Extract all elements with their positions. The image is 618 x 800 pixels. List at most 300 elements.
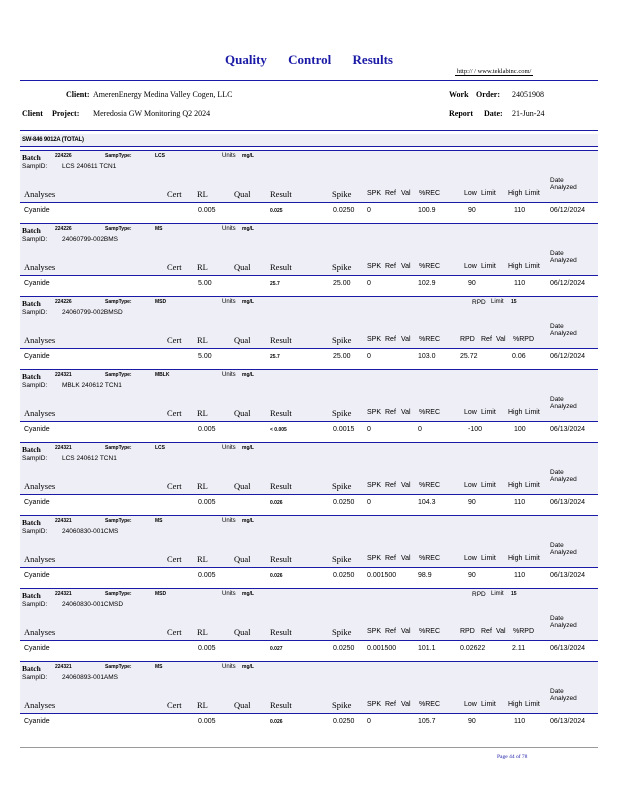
spike-value: 25.00 (333, 280, 351, 287)
batch-rule (20, 494, 598, 495)
col-rec: %REC (419, 336, 441, 343)
spkref-value: 0.001500 (367, 645, 397, 652)
col-rec: %REC (419, 263, 441, 270)
col-spk: SPK (367, 628, 382, 635)
spike-value: 0.0015 (333, 426, 355, 433)
footer-rule (20, 747, 598, 748)
col-high: High (508, 263, 523, 270)
col-qual: Qual (234, 700, 251, 710)
sampid-label: SampID: (22, 382, 48, 389)
col-high-limit: Limit (525, 482, 540, 489)
result-value: < 0.005 (270, 427, 287, 433)
col-high-limit: Limit (525, 190, 540, 197)
batch-block (20, 369, 598, 441)
col-rl: RL (197, 700, 208, 710)
col-low-limit: Limit (481, 555, 496, 562)
samptype-value: MS (155, 664, 163, 670)
col-high-limit: Limit (525, 701, 540, 708)
samptype-label: SampType: (105, 664, 132, 670)
samptype-value: MS (155, 518, 163, 524)
samptype-label: SampType: (105, 591, 132, 597)
col-val: Val (401, 482, 411, 489)
analyte-name: Cyanide (24, 353, 50, 360)
rec-value: 102.9 (418, 280, 436, 287)
col-val: Val (401, 336, 411, 343)
col-rec: %REC (419, 190, 441, 197)
spike-value: 0.0250 (333, 207, 355, 214)
col-low: Low (464, 701, 477, 708)
rpd-ref-value: 0.02622 (460, 645, 486, 652)
title-word-control: Control (288, 52, 332, 67)
date-value: 06/12/2024 (550, 280, 586, 287)
units-value: mg/L (242, 372, 254, 378)
date-value: 06/13/2024 (550, 718, 586, 725)
col-qual: Qual (234, 408, 251, 418)
col-qual: Qual (234, 189, 251, 199)
batch-label: Batch (22, 664, 41, 673)
spkref-value: 0 (367, 499, 371, 506)
batch-number: 224226 (55, 153, 72, 159)
batch-number: 224321 (55, 518, 72, 524)
date-value: 06/13/2024 (550, 645, 586, 652)
date-value: 06/13/2024 (550, 572, 586, 579)
col-rl: RL (197, 627, 208, 637)
date-label: Date (550, 615, 564, 622)
units-label: Units (222, 664, 236, 670)
col-high: High (508, 409, 523, 416)
col-low-limit: Limit (481, 701, 496, 708)
analyzed-label: Analyzed (550, 549, 577, 556)
col-cert: Cert (167, 408, 182, 418)
date-label: Date: (484, 109, 503, 118)
rpd-limit-value: 15 (511, 591, 517, 597)
col-analyses: Analyses (24, 627, 56, 637)
rl-value: 0.005 (198, 572, 216, 579)
sampid-value: LCS 240612 TCN1 (62, 455, 117, 462)
col-spk: SPK (367, 701, 382, 708)
col-spike: Spike (332, 627, 352, 637)
col-spk: SPK (367, 336, 382, 343)
units-value: mg/L (242, 226, 254, 232)
batch-label: Batch (22, 445, 41, 454)
col-spike: Spike (332, 189, 352, 199)
rec-value: 0 (418, 426, 422, 433)
batch-label: Batch (22, 153, 41, 162)
sampid-label: SampID: (22, 674, 48, 681)
date-label: Date (550, 469, 564, 476)
sampid-value: LCS 240611 TCN1 (62, 163, 117, 170)
col-spike: Spike (332, 481, 352, 491)
col-rpd-ref: Ref (481, 336, 492, 343)
col-result: Result (270, 408, 292, 418)
batch-number: 224226 (55, 299, 72, 305)
col-analyses: Analyses (24, 700, 56, 710)
date-value: 06/12/2024 (550, 207, 586, 214)
rec-value: 105.7 (418, 718, 436, 725)
batch-block (20, 150, 598, 222)
col-high: High (508, 482, 523, 489)
col-qual: Qual (234, 481, 251, 491)
analyzed-label: Analyzed (550, 622, 577, 629)
rl-value: 5.00 (198, 353, 212, 360)
spike-value: 25.00 (333, 353, 351, 360)
low-limit-value: -100 (468, 426, 483, 433)
rl-value: 0.005 (198, 499, 216, 506)
batch-label: Batch (22, 226, 41, 235)
title-word-results: Results (352, 52, 393, 67)
sampid-value: 24060830-001CMS (62, 528, 119, 535)
batch-block (20, 296, 598, 368)
col-spk: SPK (367, 409, 382, 416)
sampid-value: 24060799-002BMSD (62, 309, 123, 316)
sampid-label: SampID: (22, 528, 48, 535)
batch-block (20, 661, 598, 733)
low-limit-value: 90 (468, 499, 476, 506)
title-word-quality: Quality (225, 52, 267, 67)
rec-value: 101.1 (418, 645, 436, 652)
lab-url-link[interactable]: http:// / www.teklabinc.com/ (457, 68, 532, 75)
col-ref: Ref (385, 190, 396, 197)
col-low: Low (464, 190, 477, 197)
col-high: High (508, 555, 523, 562)
batch-rule (20, 275, 598, 276)
col-rl: RL (197, 335, 208, 345)
col-result: Result (270, 554, 292, 564)
units-value: mg/L (242, 299, 254, 305)
col-qual: Qual (234, 335, 251, 345)
spkref-value: 0 (367, 207, 371, 214)
rl-value: 5.00 (198, 280, 212, 287)
analyte-name: Cyanide (24, 572, 50, 579)
col-qual: Qual (234, 554, 251, 564)
date-label: Date (550, 177, 564, 184)
date-label: Date (550, 542, 564, 549)
project-value: Meredosia GW Monitoring Q2 2024 (93, 109, 211, 118)
col-high-limit: Limit (525, 555, 540, 562)
rpd-limit-label: RPD (472, 591, 486, 598)
analyte-name: Cyanide (24, 718, 50, 725)
col-spk: SPK (367, 190, 382, 197)
result-value: 0.026 (270, 500, 283, 506)
units-label: Units (222, 153, 236, 159)
analyte-name: Cyanide (24, 645, 50, 652)
result-value: 0.027 (270, 646, 283, 652)
batch-rule (20, 640, 598, 641)
sampid-value: 24060830-001CMSD (62, 601, 124, 608)
samptype-label: SampType: (105, 445, 132, 451)
samptype-label: SampType: (105, 518, 132, 524)
col-spike: Spike (332, 554, 352, 564)
report-title (0, 52, 618, 68)
col-low: Low (464, 263, 477, 270)
col-cert: Cert (167, 554, 182, 564)
date-value: 06/13/2024 (550, 499, 586, 506)
date-label: Date (550, 323, 564, 330)
rpd-ref-value: 25.72 (460, 353, 478, 360)
batch-number: 224321 (55, 591, 72, 597)
samptype-label: SampType: (105, 299, 132, 305)
client-value: AmerenEnergy Medina Valley Cogen, LLC (93, 90, 233, 99)
col-ref: Ref (385, 701, 396, 708)
analyte-name: Cyanide (24, 499, 50, 506)
report-label: Report (449, 109, 473, 118)
rpd-limit-label: RPD (472, 299, 486, 306)
date-label: Date (550, 250, 564, 257)
col-ref: Ref (385, 482, 396, 489)
date-value: 06/12/2024 (550, 353, 586, 360)
batch-rule (20, 421, 598, 422)
header-bottom-rule (20, 130, 598, 131)
client-label-2: Client (22, 109, 43, 118)
units-value: mg/L (242, 518, 254, 524)
units-value: mg/L (242, 153, 254, 159)
col-high: High (508, 190, 523, 197)
col-rpd: RPD (460, 628, 475, 635)
col-rpd-val: Val (496, 628, 506, 635)
col-spk: SPK (367, 263, 382, 270)
rec-value: 104.3 (418, 499, 436, 506)
batch-block (20, 515, 598, 587)
project-label: Project: (52, 109, 80, 118)
col-ref: Ref (385, 628, 396, 635)
col-cert: Cert (167, 627, 182, 637)
col-ref: Ref (385, 263, 396, 270)
work-order-value: 24051908 (512, 90, 544, 99)
spike-value: 0.0250 (333, 645, 355, 652)
high-limit-value: 110 (514, 718, 526, 725)
result-value: 0.026 (270, 719, 283, 725)
col-cert: Cert (167, 262, 182, 272)
high-limit-value: 100 (514, 426, 526, 433)
col-result: Result (270, 189, 292, 199)
col-val: Val (401, 555, 411, 562)
spkref-value: 0.001500 (367, 572, 397, 579)
high-limit-value: 110 (514, 207, 526, 214)
col-high: High (508, 701, 523, 708)
rpd-value: 0.06 (512, 353, 526, 360)
rl-value: 0.005 (198, 426, 216, 433)
col-low-limit: Limit (481, 482, 496, 489)
col-rl: RL (197, 262, 208, 272)
col-val: Val (401, 263, 411, 270)
analyte-name: Cyanide (24, 207, 50, 214)
col-spike: Spike (332, 262, 352, 272)
col-low: Low (464, 409, 477, 416)
batch-block (20, 223, 598, 295)
lab-url[interactable] (455, 68, 533, 75)
batch-label: Batch (22, 518, 41, 527)
spkref-value: 0 (367, 426, 371, 433)
col-rl: RL (197, 554, 208, 564)
col-result: Result (270, 335, 292, 345)
sampid-label: SampID: (22, 309, 48, 316)
col-val: Val (401, 628, 411, 635)
rec-value: 103.0 (418, 353, 436, 360)
col-low-limit: Limit (481, 263, 496, 270)
col-low: Low (464, 555, 477, 562)
col-rl: RL (197, 189, 208, 199)
col-rpd-ref: Ref (481, 628, 492, 635)
rpd-limit-word: Limit (491, 299, 504, 305)
col-cert: Cert (167, 335, 182, 345)
samptype-value: MBLK (155, 372, 170, 378)
batch-label: Batch (22, 372, 41, 381)
col-rec: %REC (419, 628, 441, 635)
rec-value: 98.9 (418, 572, 432, 579)
method-rule (20, 146, 598, 147)
col-analyses: Analyses (24, 408, 56, 418)
high-limit-value: 110 (514, 499, 526, 506)
batch-rule (20, 202, 598, 203)
units-label: Units (222, 518, 236, 524)
report-date-value: 21-Jun-24 (512, 109, 545, 118)
rec-value: 100.9 (418, 207, 436, 214)
samptype-label: SampType: (105, 153, 132, 159)
batch-rule (20, 567, 598, 568)
spkref-value: 0 (367, 280, 371, 287)
col-spk: SPK (367, 555, 382, 562)
col-high-limit: Limit (525, 263, 540, 270)
col-ref: Ref (385, 555, 396, 562)
units-value: mg/L (242, 445, 254, 451)
date-value: 06/13/2024 (550, 426, 586, 433)
batch-rule (20, 713, 598, 714)
col-val: Val (401, 409, 411, 416)
col-ref: Ref (385, 336, 396, 343)
samptype-label: SampType: (105, 372, 132, 378)
sampid-label: SampID: (22, 455, 48, 462)
high-limit-value: 110 (514, 280, 526, 287)
work-label: Work (449, 90, 469, 99)
analyzed-label: Analyzed (550, 257, 577, 264)
col-rpd-val: Val (496, 336, 506, 343)
high-limit-value: 110 (514, 572, 526, 579)
result-value: 25.7 (270, 354, 280, 360)
analyzed-label: Analyzed (550, 330, 577, 337)
analyzed-label: Analyzed (550, 184, 577, 191)
col-spk: SPK (367, 482, 382, 489)
batch-block (20, 588, 598, 660)
col-cert: Cert (167, 189, 182, 199)
samptype-label: SampType: (105, 226, 132, 232)
header-top-rule (20, 80, 598, 81)
rpd-value: 2.11 (512, 645, 526, 652)
units-label: Units (222, 591, 236, 597)
spike-value: 0.0250 (333, 499, 355, 506)
col-rec: %REC (419, 701, 441, 708)
rpd-limit-word: Limit (491, 591, 504, 597)
client-label: Client: (66, 90, 90, 99)
col-analyses: Analyses (24, 481, 56, 491)
units-label: Units (222, 445, 236, 451)
spike-value: 0.0250 (333, 718, 355, 725)
col-high-limit: Limit (525, 409, 540, 416)
date-label: Date (550, 688, 564, 695)
analyzed-label: Analyzed (550, 403, 577, 410)
low-limit-value: 90 (468, 572, 476, 579)
samptype-value: LCS (155, 445, 165, 451)
low-limit-value: 90 (468, 207, 476, 214)
col-cert: Cert (167, 700, 182, 710)
col-rec: %REC (419, 409, 441, 416)
col-result: Result (270, 627, 292, 637)
batch-number: 224321 (55, 445, 72, 451)
col-analyses: Analyses (24, 189, 56, 199)
col-rec: %REC (419, 555, 441, 562)
result-value: 25.7 (270, 281, 280, 287)
col-val: Val (401, 190, 411, 197)
analyte-name: Cyanide (24, 280, 50, 287)
col-low-limit: Limit (481, 190, 496, 197)
col-result: Result (270, 481, 292, 491)
col-analyses: Analyses (24, 262, 56, 272)
rl-value: 0.005 (198, 645, 216, 652)
samptype-value: LCS (155, 153, 165, 159)
result-value: 0.026 (270, 573, 283, 579)
col-result: Result (270, 262, 292, 272)
col-low-limit: Limit (481, 409, 496, 416)
col-ref: Ref (385, 409, 396, 416)
analyte-name: Cyanide (24, 426, 50, 433)
analyzed-label: Analyzed (550, 476, 577, 483)
units-value: mg/L (242, 664, 254, 670)
units-label: Units (222, 372, 236, 378)
batch-rule (20, 348, 598, 349)
col-analyses: Analyses (24, 335, 56, 345)
col-rl: RL (197, 408, 208, 418)
sampid-value: 24060893-001AMS (62, 674, 119, 681)
col-spike: Spike (332, 408, 352, 418)
col-rl: RL (197, 481, 208, 491)
rl-value: 0.005 (198, 207, 216, 214)
col-pct-rpd: %RPD (513, 628, 535, 635)
samptype-value: MS (155, 226, 163, 232)
spkref-value: 0 (367, 353, 371, 360)
spkref-value: 0 (367, 718, 371, 725)
method-band (20, 134, 598, 146)
units-label: Units (222, 226, 236, 232)
batch-block (20, 442, 598, 514)
sampid-label: SampID: (22, 236, 48, 243)
rpd-limit-value: 15 (511, 299, 517, 305)
batch-number: 224226 (55, 226, 72, 232)
col-low: Low (464, 482, 477, 489)
method-title: SW-846 9012A (TOTAL) (22, 137, 84, 143)
col-analyses: Analyses (24, 554, 56, 564)
col-qual: Qual (234, 627, 251, 637)
sampid-label: SampID: (22, 163, 48, 170)
sampid-value: 24060799-002BMS (62, 236, 119, 243)
date-label: Date (550, 396, 564, 403)
col-val: Val (401, 701, 411, 708)
batch-number: 224321 (55, 664, 72, 670)
col-spike: Spike (332, 700, 352, 710)
analyzed-label: Analyzed (550, 695, 577, 702)
batch-label: Batch (22, 591, 41, 600)
col-qual: Qual (234, 262, 251, 272)
rl-value: 0.005 (198, 718, 216, 725)
sampid-label: SampID: (22, 601, 48, 608)
units-label: Units (222, 299, 236, 305)
col-cert: Cert (167, 481, 182, 491)
result-value: 0.025 (270, 208, 283, 214)
batch-label: Batch (22, 299, 41, 308)
col-result: Result (270, 700, 292, 710)
order-label: Order: (476, 90, 500, 99)
col-rpd: RPD (460, 336, 475, 343)
col-rec: %REC (419, 482, 441, 489)
samptype-value: MSD (155, 591, 167, 597)
